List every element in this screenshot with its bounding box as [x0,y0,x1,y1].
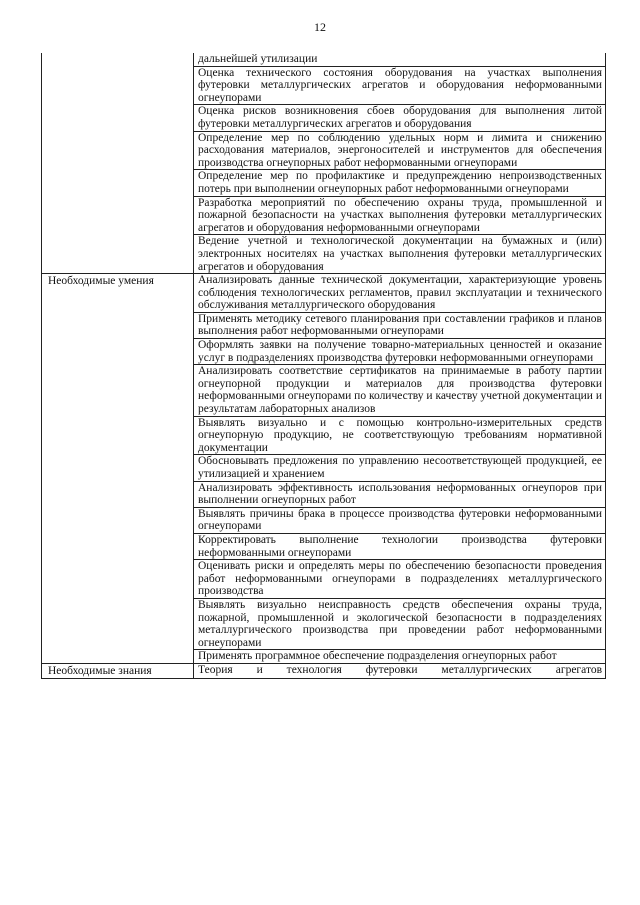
table-row [42,274,606,313]
item-text: Оценивать риски и определять меры по обеспечению безопасности проведения работ неформованными огнеупорами в подразделениях металлургического производства [198,560,602,598]
item-text: Применять программное обеспечение подразделения огнеупорных работ [198,650,557,663]
skills-label: Необходимые умения [42,274,194,664]
item-text: Выявлять визуально неисправность средств обеспечения охраны труда, пожарной, промышленной и экологической безопасности в подразделениях металлургического производства при проведении работ неформованными огнеупорами [198,598,602,649]
list-item [194,560,606,599]
item-text: Анализировать данные технической документации, характеризующие уровень соблюдения технологических регламентов, правил эксплуатации и технического обслуживания металлургического оборудования [198,274,602,312]
list-item [194,507,606,533]
list-item [194,455,606,481]
list-item [194,170,606,196]
table-row [42,53,606,66]
item-text: Оформлять заявки на получение товарно-материальных ценностей и оказание услуг в подразделениях производства футеровки неформованными огнеупорами [198,339,602,364]
list-item [194,598,606,649]
list-item [194,663,606,678]
item-text: Выявлять причины брака в процессе производства футеровки неформованными огнеупорами [198,507,602,533]
page-number: 12 [314,20,326,34]
item-text: Анализировать эффективность использования неформованных огнеупоров при выполнении огнеупорных работ [198,481,602,507]
list-item [194,53,606,66]
list-item [194,131,606,170]
list-item [194,533,606,559]
item-text: Выявлять визуально и с помощью контрольно-измерительных средств огнеупорную продукцию, не соответствующую требованиям нормативной документации [198,416,602,454]
list-item [194,481,606,507]
list-item [194,339,606,365]
list-item [194,274,606,313]
item-text: Разработка мероприятий по обеспечению охраны труда, промышленной и пожарной безопасности на участках выполнения футеровки металлургических агрегатов и оборудования неформованными огнеупорами [198,196,602,234]
list-item [194,312,606,338]
label-cell-empty [42,53,194,274]
item-text: дальнейшей утилизации [198,53,318,65]
list-item [194,235,606,274]
item-text: Теория и технология футеровки металлургических агрегатов [198,663,602,676]
list-item [194,365,606,416]
item-text: Определение мер по соблюдению удельных норм и лимита и снижению расходования материалов, энергоносителей и инструментов для обеспечения производства огнеупорных работ неформованными огнеупорами [198,131,602,169]
item-text: Ведение учетной и технологической документации на бумажных и (или) электронных носителях на участках выполнения футеровки металлургических агрегатов и оборудования [198,235,602,273]
list-item [194,66,606,105]
competency-table [41,53,606,679]
item-text: Оценка технического состояния оборудования на участках выполнения футеровки металлургических агрегатов и оборудования неформованными огнеупорами [198,66,602,104]
item-text: Применять методику сетевого планирования при составлении графиков и планов выполнения работ неформованными огнеупорами [198,312,602,338]
knowledge-label: Необходимые знания [42,663,194,678]
item-text: Определение мер по профилактике и предупреждению непроизводственных потерь при выполнении огнеупорных работ неформованными огнеупорами [198,170,602,195]
list-item [194,650,606,664]
item-text: Анализировать соответствие сертификатов на принимаемые в работу партии огнеупорной продукции и материалов для производства футеровки неформованными огнеупорами по количеству и качеству учетной документации и результатам лабораторных анализов [198,365,602,416]
list-item [194,105,606,131]
table-row [42,663,606,678]
item-text: Обосновывать предложения по управлению несоответствующей продукцией, ее утилизацией и хранением [198,455,602,480]
item-text: Корректировать выполнение технологии производства футеровки неформованными огнеупорами [198,533,602,559]
item-text: Оценка рисков возникновения сбоев оборудования для выполнения литой футеровки металлургических агрегатов и оборудования [198,105,602,130]
list-item [194,196,606,235]
list-item [194,416,606,455]
